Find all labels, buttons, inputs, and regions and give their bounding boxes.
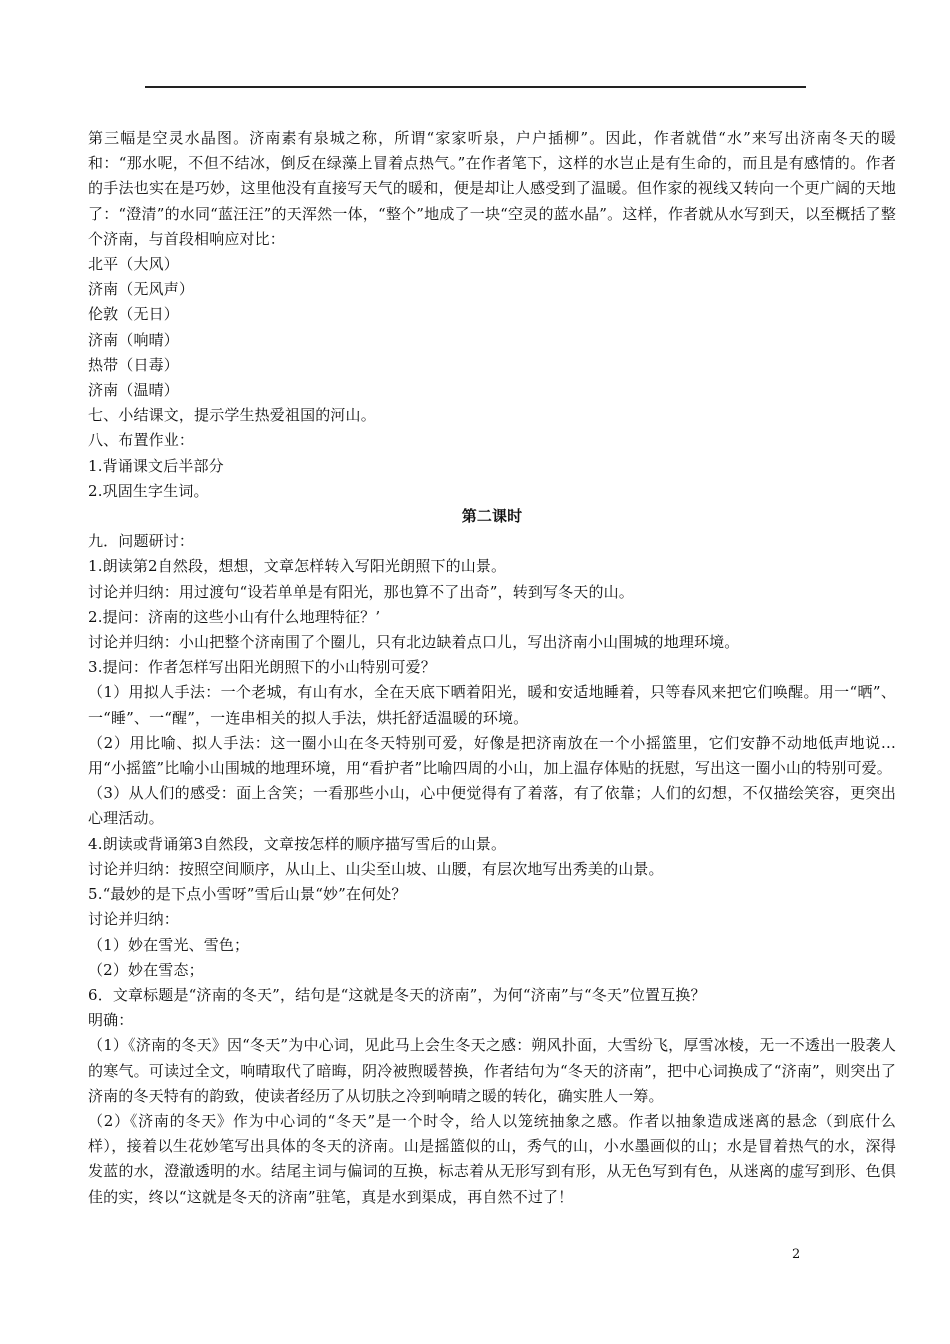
paragraph: 北平（大风） <box>88 255 179 274</box>
paragraph: 伦敦（无日） <box>88 305 179 324</box>
paragraph: （3）从人们的感受：面上含笑；一看那些小山，心中便觉得有了着落，有了依靠；人们的幻想，不仅描绘笑容，更突出心理活动。 <box>88 784 896 828</box>
paragraph: 热带（日毒） <box>88 355 179 374</box>
paragraph: 2.巩固生字生词。 <box>88 481 209 500</box>
paragraph: 明确： <box>88 1011 134 1030</box>
paragraph: 2.提问：济南的这些小山有什么地理特征？’ <box>88 607 381 626</box>
paragraph: （2）妙在雪态； <box>88 960 204 979</box>
paragraph: 6．文章标题是“济南的冬天”，结句是“这就是冬天的济南”，为何“济南”与“冬天”位置互换？ <box>88 985 706 1004</box>
section-title: 第二课时 <box>461 507 523 526</box>
paragraph: 八、布置作业： <box>88 431 195 450</box>
page-content <box>88 126 896 1210</box>
paragraph: 济南（温晴） <box>88 381 179 400</box>
paragraph: 讨论并归纳：小山把整个济南围了个圈儿，只有北边缺着点口儿，写出济南小山围城的地理环境。 <box>88 633 740 652</box>
paragraph: 济南（响晴） <box>88 330 179 349</box>
paragraph: 济南（无风声） <box>88 280 195 299</box>
page-number: 2 <box>792 1247 801 1262</box>
paragraph: 1.背诵课文后半部分 <box>88 456 224 475</box>
paragraph: （2）用比喻、拟人手法：这一圈小山在冬天特别可爱，好像是把济南放在一个小摇篮里，它们安静不动地低声地说…用“小摇篮”比喻小山围城的地理环境，用“看护者”比喻四周的小山，加上温存体贴的抚慰，写出这一圈小山的特别可爱。 <box>88 733 896 778</box>
paragraph: 讨论并归纳：按照空间顺序，从山上、山尖至山坡、山腰，有层次地写出秀美的山景。 <box>88 859 664 878</box>
paragraph: 4.朗读或背诵第3自然段，文章按怎样的顺序描写雪后的山景。 <box>88 834 507 853</box>
paragraph: 七、小结课文，提示学生热爱祖国的河山。 <box>88 406 376 425</box>
paragraph: 讨论并归纳： <box>88 910 179 929</box>
paragraph: （1）妙在雪光、雪色； <box>88 935 250 954</box>
paragraph: （1）《济南的冬天》因“冬天”为中心词，见此马上会生冬天之感：朔风扑面，大雪纷飞，厚雪冰棱，无一不透出一股袭人的寒气。可读过全文，响晴取代了暗晦，阴冷被煦暖替换，作者结句为“冬天的济南”，把中心词换成了“济南”，则突出了济南的冬天特有的韵致，使读者经历了从切肤之冷到响晴之暖的转化，确实胜人一筹。 <box>88 1036 896 1105</box>
paragraph: 讨论并归纳：用过渡句“设若单单是有阳光，那也算不了出奇”，转到写冬天的山。 <box>88 582 634 601</box>
paragraph: （2）《济南的冬天》作为中心词的“冬天”是一个时令，给人以笼统抽象之感。作者以抽象造成迷离的悬念（到底什么样），接着以生花妙笔写出具体的冬天的济南。山是摇篮似的山，秀气的山，小水墨画似的山；水是冒着热气的水，深得发蓝的水，澄澈透明的水。结尾主词与偏词的互换，标志着从无形写到有形，从无色写到有色，从迷离的虚写到形、色俱佳的实，终以“这就是冬天的济南”驻笔，真是水到渠成，再自然不过了！ <box>88 1111 896 1206</box>
header-rule <box>145 86 806 88</box>
paragraph: 1.朗读第2自然段，想想，文章怎样转入写阳光朗照下的山景。 <box>88 557 507 576</box>
paragraph: 3.提问：作者怎样写出阳光朗照下的小山特别可爱？ <box>88 658 436 677</box>
paragraph: 第三幅是空灵水晶图。济南素有泉城之称，所谓“家家听泉，户户插柳”。因此，作者就借“水”来写出济南冬天的暖和：“那水呢，不但不结冰，倒反在绿藻上冒着点热气。”在作者笔下，这样的水岂止是有生命的，而且是有感情的。作者的手法也实在是巧妙，这里他没有直接写天气的暖和，便是却让人感受到了温暖。但作家的视线又转向一个更广阔的天地了：“澄清”的水同“蓝汪汪”的天浑然一体，“整个”地成了一块“空灵的蓝水晶”。这样，作者就从水写到天，以至概括了整个济南，与首段相响应对比： <box>88 129 896 248</box>
paragraph: 5.“最妙的是下点小雪呀”雪后山景“妙”在何处？ <box>88 885 407 904</box>
paragraph: （1）用拟人手法：一个老城，有山有水，全在天底下晒着阳光，暖和安适地睡着，只等春风来把它们唤醒。用一“晒”、一“睡”、一“醒”，一连串相关的拟人手法，烘托舒适温暖的环境。 <box>88 683 896 727</box>
paragraph: 九．问题研讨： <box>88 532 195 551</box>
